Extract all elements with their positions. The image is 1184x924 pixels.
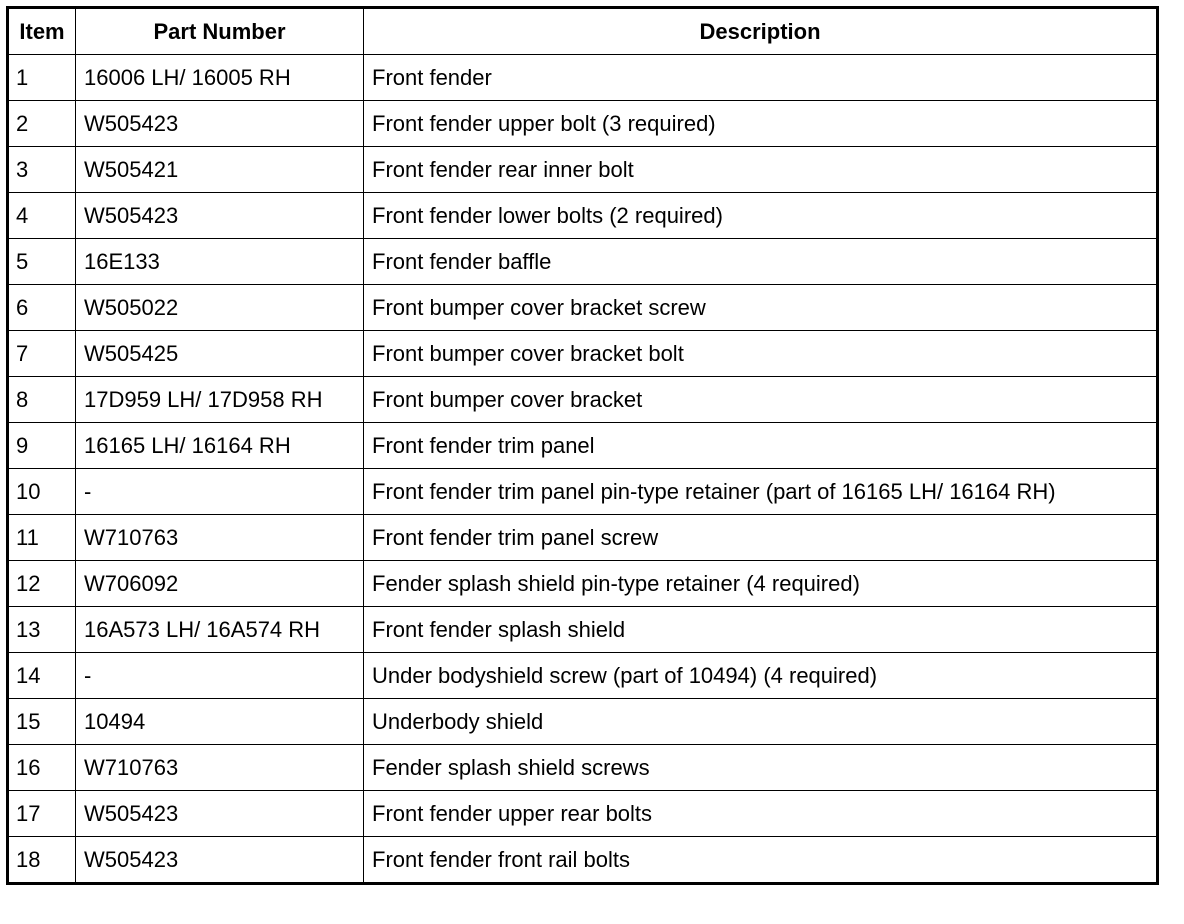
table-row <box>8 55 1158 101</box>
item-cell: 17 <box>8 791 76 837</box>
table-row <box>8 469 1158 515</box>
item-cell: 16 <box>8 745 76 791</box>
description-cell: Front fender trim panel <box>364 423 1158 469</box>
item-cell: 5 <box>8 239 76 285</box>
part-number-cell: W710763 <box>76 745 364 791</box>
table-row <box>8 791 1158 837</box>
item-cell: 13 <box>8 607 76 653</box>
part-number-cell: 10494 <box>76 699 364 745</box>
part-number-cell: 16006 LH/ 16005 RH <box>76 55 364 101</box>
description-cell: Front fender lower bolts (2 required) <box>364 193 1158 239</box>
item-cell: 15 <box>8 699 76 745</box>
item-cell: 7 <box>8 331 76 377</box>
description-cell: Fender splash shield screws <box>364 745 1158 791</box>
part-number-cell: - <box>76 469 364 515</box>
part-number-cell: W706092 <box>76 561 364 607</box>
item-cell: 12 <box>8 561 76 607</box>
header-item: Item <box>8 8 76 55</box>
item-cell: 11 <box>8 515 76 561</box>
description-cell: Front bumper cover bracket bolt <box>364 331 1158 377</box>
table-row <box>8 699 1158 745</box>
item-cell: 8 <box>8 377 76 423</box>
description-cell: Underbody shield <box>364 699 1158 745</box>
item-cell: 4 <box>8 193 76 239</box>
item-cell: 1 <box>8 55 76 101</box>
part-number-cell: 16A573 LH/ 16A574 RH <box>76 607 364 653</box>
table-row <box>8 653 1158 699</box>
table-row <box>8 515 1158 561</box>
item-cell: 6 <box>8 285 76 331</box>
description-cell: Front bumper cover bracket <box>364 377 1158 423</box>
part-number-cell: 17D959 LH/ 17D958 RH <box>76 377 364 423</box>
part-number-cell: W505425 <box>76 331 364 377</box>
description-cell: Front bumper cover bracket screw <box>364 285 1158 331</box>
table-header-row <box>8 8 1158 55</box>
part-number-cell: W505423 <box>76 837 364 884</box>
item-cell: 10 <box>8 469 76 515</box>
parts-table <box>6 6 1159 885</box>
description-cell: Front fender upper bolt (3 required) <box>364 101 1158 147</box>
description-cell: Fender splash shield pin-type retainer (4 required) <box>364 561 1158 607</box>
table-row <box>8 745 1158 791</box>
table-row <box>8 607 1158 653</box>
table-row <box>8 561 1158 607</box>
description-cell: Front fender upper rear bolts <box>364 791 1158 837</box>
part-number-cell: W710763 <box>76 515 364 561</box>
header-part-number: Part Number <box>76 8 364 55</box>
part-number-cell: W505022 <box>76 285 364 331</box>
description-cell: Front fender trim panel pin-type retainer (part of 16165 LH/ 16164 RH) <box>364 469 1158 515</box>
part-number-cell: 16E133 <box>76 239 364 285</box>
table-row <box>8 193 1158 239</box>
description-cell: Front fender <box>364 55 1158 101</box>
item-cell: 9 <box>8 423 76 469</box>
part-number-cell: W505423 <box>76 193 364 239</box>
part-number-cell: W505423 <box>76 791 364 837</box>
item-cell: 18 <box>8 837 76 884</box>
table-row <box>8 147 1158 193</box>
part-number-cell: - <box>76 653 364 699</box>
item-cell: 3 <box>8 147 76 193</box>
header-description: Description <box>364 8 1158 55</box>
table-row <box>8 285 1158 331</box>
table-row <box>8 837 1158 884</box>
description-cell: Front fender baffle <box>364 239 1158 285</box>
part-number-cell: 16165 LH/ 16164 RH <box>76 423 364 469</box>
description-cell: Front fender trim panel screw <box>364 515 1158 561</box>
item-cell: 2 <box>8 101 76 147</box>
part-number-cell: W505421 <box>76 147 364 193</box>
table-row <box>8 377 1158 423</box>
description-cell: Under bodyshield screw (part of 10494) (4 required) <box>364 653 1158 699</box>
table-row <box>8 239 1158 285</box>
table-row <box>8 331 1158 377</box>
part-number-cell: W505423 <box>76 101 364 147</box>
table-row <box>8 101 1158 147</box>
description-cell: Front fender rear inner bolt <box>364 147 1158 193</box>
table-body <box>8 55 1158 884</box>
description-cell: Front fender splash shield <box>364 607 1158 653</box>
table-row <box>8 423 1158 469</box>
parts-table-container <box>6 6 1159 885</box>
description-cell: Front fender front rail bolts <box>364 837 1158 884</box>
item-cell: 14 <box>8 653 76 699</box>
